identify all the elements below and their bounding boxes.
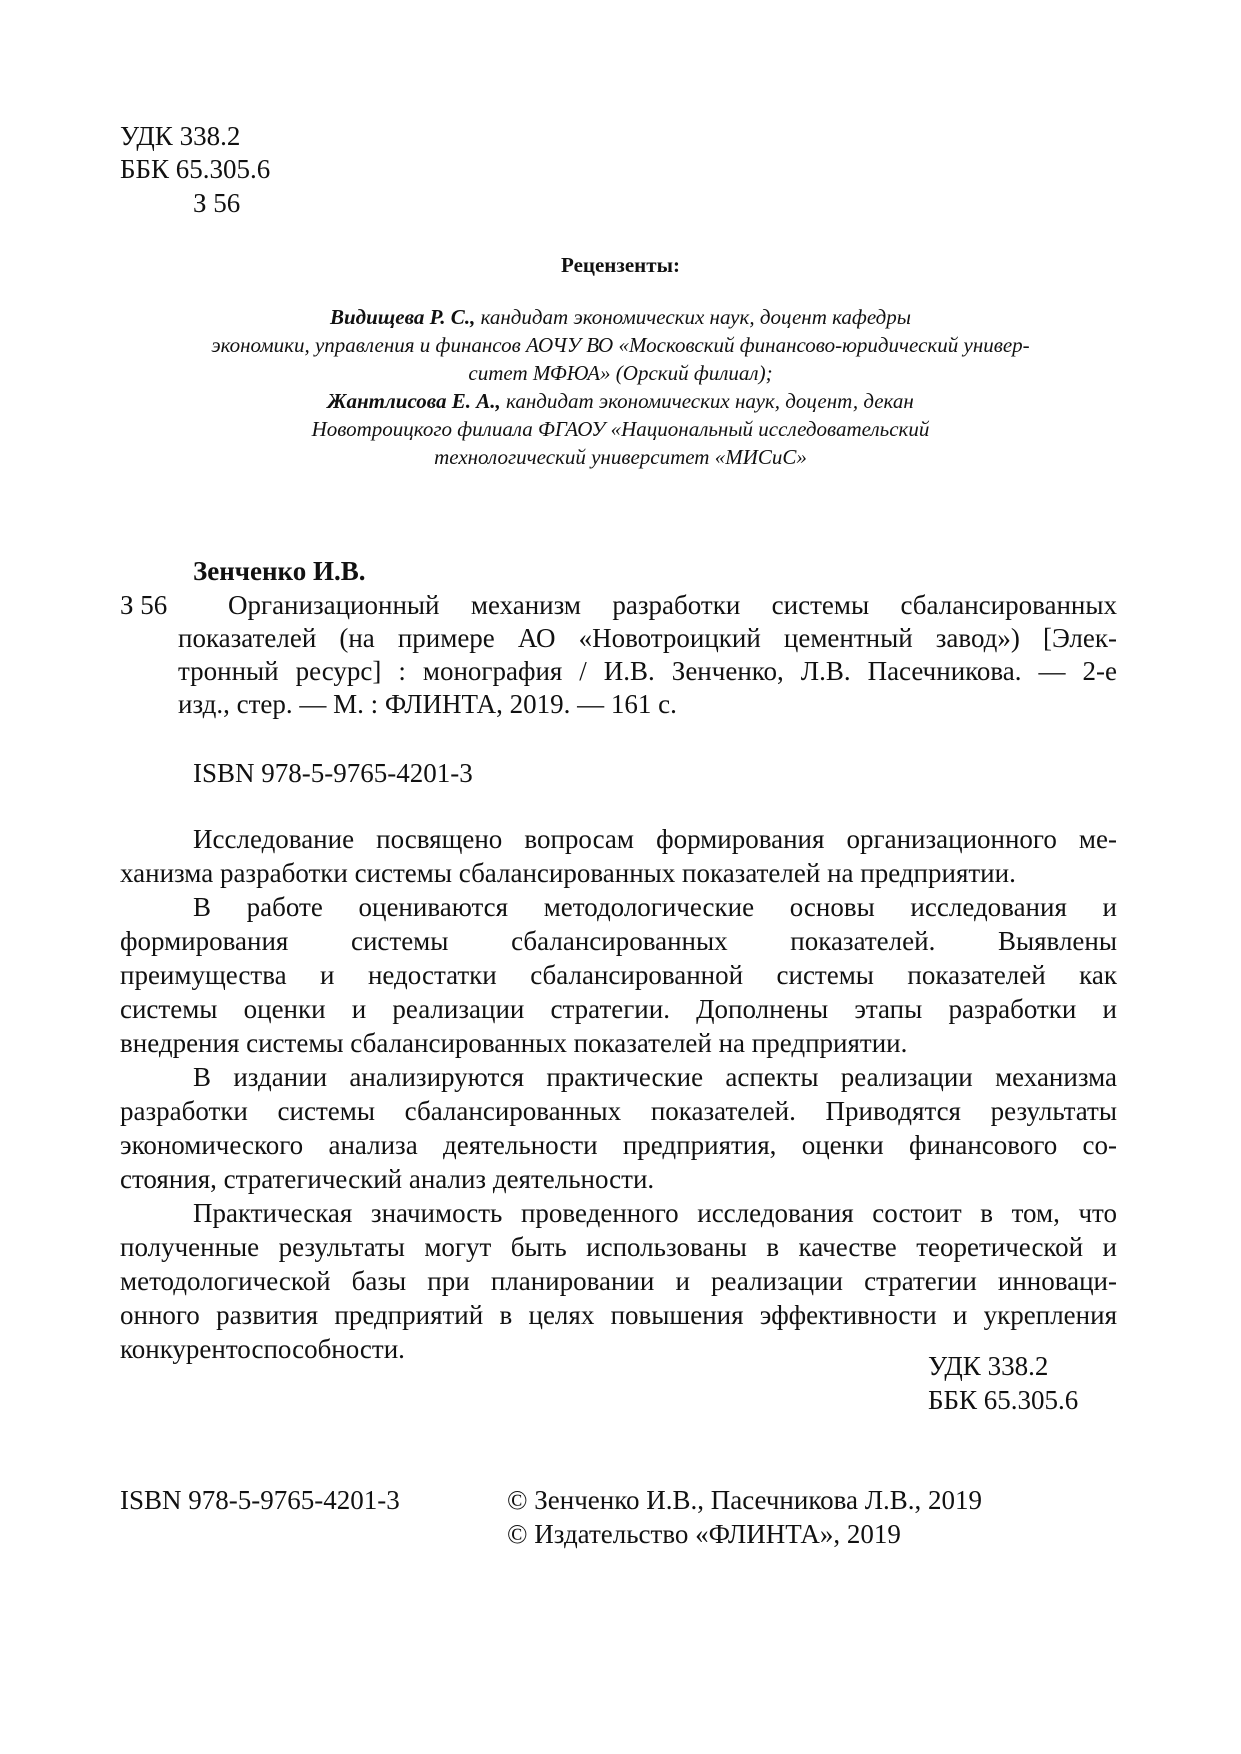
entry-author: Зенченко И.В. [193,556,366,586]
annotation-line: ханизма разработки системы сбалансированных показателей на предприятии. [120,858,1016,888]
annotation-line: В работе оцениваются методологические основы исследования и [193,892,1117,922]
reviewer-2-line-2: Новотроицкого филиала ФГАОУ «Национальный исследовательский [311,417,930,441]
author-sign-top: З 56 [193,188,241,218]
entry-line: тронный ресурс] : монография / И.В. Зенченко, Л.В. Пасечникова. — 2-е [178,656,1117,686]
reviewer-1-line-2: экономики, управления и финансов АОЧУ ВО «Московский финансово-юридический универ- [211,333,1030,357]
reviewer-1-credentials: кандидат экономических наук, доцент кафедры [475,305,911,329]
annotation-line: экономического анализа деятельности предприятия, оценки финансового со- [120,1130,1117,1160]
annotation-line: полученные результаты могут быть использованы в качестве теоретической и [120,1232,1117,1262]
bbk-code-top: ББК 65.305.6 [120,154,271,184]
copyright-authors: © Зенченко И.В., Пасечникова Л.В., 2019 [507,1485,983,1515]
annotation-line: системы оценки и реализации стратегии. Дополнены этапы разработки и [120,994,1117,1024]
annotation-line: разработки системы сбалансированных показателей. Приводятся результаты [120,1096,1117,1126]
reviewer-2-line-3: технологический университет «МИСиС» [434,445,807,469]
reviewer-2-name: Жантлисова Е. А., [327,389,501,413]
annotation-line: В издании анализируются практические аспекты реализации механизма [193,1062,1117,1092]
annotation [120,822,1117,1366]
reviewers-heading: Рецензенты: [561,253,680,277]
annotation-line: формирования системы сбалансированных показателей. Выявлены [120,926,1117,956]
reviewer-1-line-3: ситет МФЮА» (Орский филиал); [468,361,773,385]
reviewer-1-name: Видищева Р. С., [330,305,476,329]
reviewer-2-line-1 [0,387,1241,415]
udk-code-top: УДК 338.2 [120,121,241,151]
annotation-line: конкурентоспособности. [120,1334,405,1364]
reviewer-1-line-1 [0,303,1241,331]
reviewer-2-credentials: кандидат экономических наук, доцент, декан [500,389,914,413]
annotation-line: стояния, стратегический анализ деятельности. [120,1164,655,1194]
annotation-line: Практическая значимость проведенного исследования состоит в том, что [193,1198,1117,1228]
annotation-line: Исследование посвящено вопросам формирования организационного ме- [193,824,1117,854]
annotation-line: методологической базы при планировании и реализации стратегии инноваци- [120,1266,1117,1296]
footer-isbn: ISBN 978-5-9765-4201-3 [120,1485,400,1515]
reviewers-list [0,303,1241,471]
entry-isbn: ISBN 978-5-9765-4201-3 [193,758,473,788]
annotation-line: внедрения системы сбалансированных показателей на предприятии. [120,1028,908,1058]
udk-code-bottom: УДК 338.2 [928,1351,1049,1381]
entry-author-sign: З 56 [120,590,168,620]
entry-description [178,589,1117,721]
annotation-line: онного развития предприятий в целях повышения эффективности и укрепления [120,1300,1117,1330]
copyright-publisher: © Издательство «ФЛИНТА», 2019 [507,1519,901,1549]
entry-line: изд., стер. — М. : ФЛИНТА, 2019. — 161 с. [178,689,677,719]
bbk-code-bottom: ББК 65.305.6 [928,1385,1079,1415]
entry-line: показателей (на примере АО «Новотроицкий цементный завод») [Элек- [178,623,1117,653]
annotation-line: преимущества и недостатки сбалансированной системы показателей как [120,960,1117,990]
entry-line: Организационный механизм разработки системы сбалансированных [228,590,1117,620]
